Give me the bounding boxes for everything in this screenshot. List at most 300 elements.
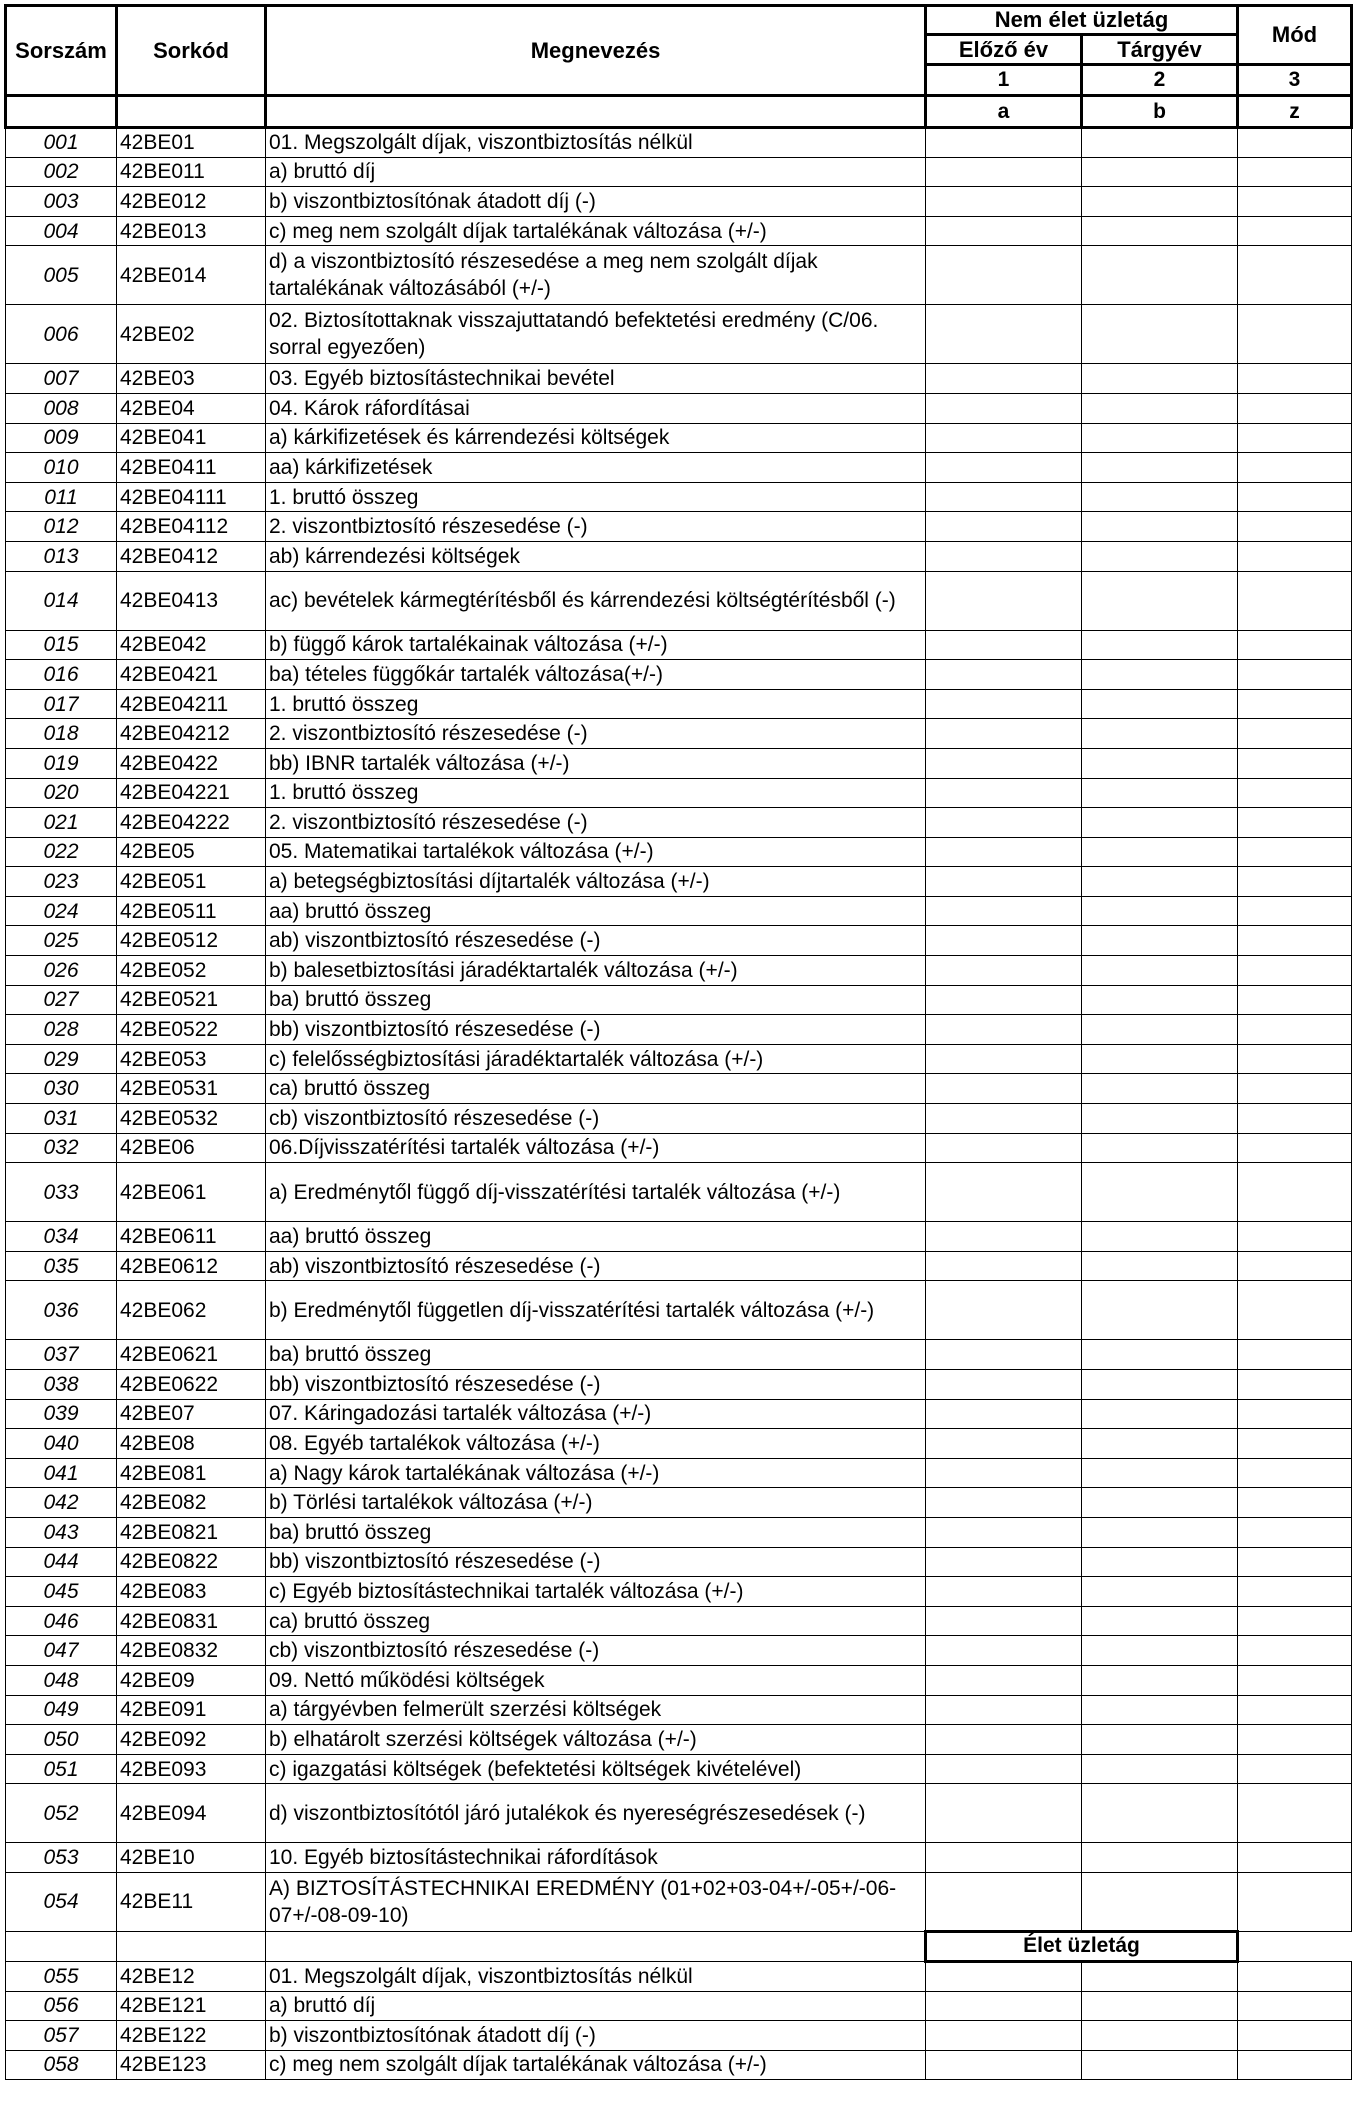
value-cell-targyev[interactable] [1082,423,1238,453]
row-code: 42BE0522 [117,1015,266,1045]
row-number: 027 [6,985,117,1015]
value-cell-elozo-ev[interactable] [926,1163,1082,1222]
value-cell-elozo-ev[interactable] [926,187,1082,217]
value-cell-targyev[interactable] [1082,1843,1238,1873]
value-cell-mod[interactable] [1238,305,1352,364]
row-code: 42BE093 [117,1754,266,1784]
value-cell-elozo-ev[interactable] [926,2050,1082,2080]
value-cell-mod[interactable] [1238,867,1352,897]
row-code: 42BE0831 [117,1606,266,1636]
table-row [6,482,1352,512]
col-header-sorkod: Sorkód [117,6,266,96]
value-cell-targyev[interactable] [1082,1754,1238,1784]
value-cell-elozo-ev[interactable] [926,216,1082,246]
row-code: 42BE041 [117,423,266,453]
row-description: 04. Károk ráfordításai [266,393,926,423]
value-cell-targyev[interactable] [1082,1636,1238,1666]
row-description: aa) bruttó összeg [266,1222,926,1252]
col-number-3: 3 [1238,65,1352,96]
row-code: 42BE083 [117,1577,266,1607]
table-row [6,512,1352,542]
value-cell-targyev[interactable] [1082,1488,1238,1518]
value-cell-targyev[interactable] [1082,1695,1238,1725]
table-row [6,1370,1352,1400]
row-number: 050 [6,1725,117,1755]
value-cell-elozo-ev[interactable] [926,1015,1082,1045]
col-header-targyev: Tárgyév [1082,35,1238,65]
value-cell-targyev[interactable] [1082,1370,1238,1400]
value-cell-targyev[interactable] [1082,1725,1238,1755]
value-cell-mod[interactable] [1238,1074,1352,1104]
value-cell-mod[interactable] [1238,896,1352,926]
value-cell-mod[interactable] [1238,1251,1352,1281]
value-cell-elozo-ev[interactable] [926,1754,1082,1784]
value-cell-targyev[interactable] [1082,1517,1238,1547]
value-cell-mod[interactable] [1238,1429,1352,1459]
row-number: 045 [6,1577,117,1607]
col-number-1: 1 [926,65,1082,96]
row-code: 42BE04211 [117,689,266,719]
value-cell-targyev[interactable] [1082,393,1238,423]
row-code: 42BE052 [117,956,266,986]
value-cell-targyev[interactable] [1082,1133,1238,1163]
value-cell-elozo-ev[interactable] [926,1872,1082,1931]
value-cell-mod[interactable] [1238,1133,1352,1163]
table-row [6,2021,1352,2051]
value-cell-targyev[interactable] [1082,541,1238,571]
value-cell-elozo-ev[interactable] [926,1725,1082,1755]
value-cell-mod[interactable] [1238,808,1352,838]
value-cell-mod[interactable] [1238,1695,1352,1725]
table-row [6,1754,1352,1784]
value-cell-mod[interactable] [1238,1754,1352,1784]
value-cell-targyev[interactable] [1082,1606,1238,1636]
value-cell-elozo-ev[interactable] [926,571,1082,630]
value-cell-mod[interactable] [1238,956,1352,986]
value-cell-targyev[interactable] [1082,896,1238,926]
value-cell-elozo-ev[interactable] [926,985,1082,1015]
row-code: 42BE0412 [117,541,266,571]
table-row [6,719,1352,749]
value-cell-elozo-ev[interactable] [926,689,1082,719]
value-cell-targyev[interactable] [1082,512,1238,542]
value-cell-targyev[interactable] [1082,660,1238,690]
row-code: 42BE014 [117,246,266,305]
value-cell-elozo-ev[interactable] [926,453,1082,483]
value-cell-targyev[interactable] [1082,305,1238,364]
row-number: 023 [6,867,117,897]
table-row [6,2050,1352,2080]
row-code: 42BE082 [117,1488,266,1518]
section-separator [6,1931,1352,1961]
value-cell-targyev[interactable] [1082,453,1238,483]
col-header-sorszam: Sorszám [6,6,117,96]
value-cell-targyev[interactable] [1082,1163,1238,1222]
value-cell-mod[interactable] [1238,748,1352,778]
row-number: 021 [6,808,117,838]
row-description: 10. Egyéb biztosítástechnikai ráfordítások [266,1843,926,1873]
row-description: 07. Káringadozási tartalék változása (+/-) [266,1399,926,1429]
row-number: 038 [6,1370,117,1400]
value-cell-elozo-ev[interactable] [926,1044,1082,1074]
table-row [6,778,1352,808]
row-code: 42BE0511 [117,896,266,926]
row-code: 42BE123 [117,2050,266,2080]
value-cell-mod[interactable] [1238,1577,1352,1607]
row-code: 42BE04212 [117,719,266,749]
row-number: 053 [6,1843,117,1873]
row-description: bb) viszontbiztosító részesedése (-) [266,1547,926,1577]
value-cell-targyev[interactable] [1082,926,1238,956]
value-cell-mod[interactable] [1238,1665,1352,1695]
value-cell-elozo-ev[interactable] [926,541,1082,571]
table-row [6,1488,1352,1518]
row-number: 013 [6,541,117,571]
value-cell-targyev[interactable] [1082,689,1238,719]
row-description: cb) viszontbiztosító részesedése (-) [266,1636,926,1666]
value-cell-mod[interactable] [1238,1725,1352,1755]
row-number: 007 [6,364,117,394]
value-cell-elozo-ev[interactable] [926,512,1082,542]
value-cell-targyev[interactable] [1082,482,1238,512]
value-cell-targyev[interactable] [1082,808,1238,838]
value-cell-elozo-ev[interactable] [926,1843,1082,1873]
value-cell-mod[interactable] [1238,1488,1352,1518]
row-code: 42BE013 [117,216,266,246]
value-cell-targyev[interactable] [1082,1251,1238,1281]
value-cell-elozo-ev[interactable] [926,1222,1082,1252]
value-cell-targyev[interactable] [1082,187,1238,217]
col-header-mod: Mód [1238,6,1352,65]
value-cell-elozo-ev[interactable] [926,364,1082,394]
value-cell-elozo-ev[interactable] [926,1636,1082,1666]
value-cell-targyev[interactable] [1082,778,1238,808]
row-description: 03. Egyéb biztosítástechnikai bevétel [266,364,926,394]
value-cell-mod[interactable] [1238,689,1352,719]
row-number: 041 [6,1458,117,1488]
row-description: b) Törlési tartalékok változása (+/-) [266,1488,926,1518]
table-row [6,423,1352,453]
value-cell-mod[interactable] [1238,1281,1352,1340]
separator-cell [1238,1931,1352,1961]
value-cell-targyev[interactable] [1082,719,1238,749]
value-cell-mod[interactable] [1238,778,1352,808]
value-cell-mod[interactable] [1238,1784,1352,1843]
value-cell-mod[interactable] [1238,660,1352,690]
table-row [6,1044,1352,1074]
value-cell-mod[interactable] [1238,1961,1352,1991]
row-description: a) Nagy károk tartalékának változása (+/-) [266,1458,926,1488]
value-cell-targyev[interactable] [1082,1577,1238,1607]
row-description: a) bruttó díj [266,157,926,187]
value-cell-mod[interactable] [1238,630,1352,660]
value-cell-mod[interactable] [1238,157,1352,187]
value-cell-elozo-ev[interactable] [926,1399,1082,1429]
row-number: 044 [6,1547,117,1577]
row-description: ba) bruttó összeg [266,1517,926,1547]
value-cell-targyev[interactable] [1082,867,1238,897]
row-description: bb) viszontbiztosító részesedése (-) [266,1015,926,1045]
row-code: 42BE08 [117,1429,266,1459]
separator-cell [6,1931,117,1961]
row-description: 06.Díjvisszatérítési tartalék változása (+/-) [266,1133,926,1163]
report-sheet [4,4,1353,2080]
table-row [6,956,1352,986]
row-number: 035 [6,1251,117,1281]
value-cell-mod[interactable] [1238,1399,1352,1429]
row-description: bb) viszontbiztosító részesedése (-) [266,1370,926,1400]
value-cell-mod[interactable] [1238,1222,1352,1252]
row-code: 42BE0832 [117,1636,266,1666]
value-cell-targyev[interactable] [1082,128,1238,158]
value-cell-targyev[interactable] [1082,2050,1238,2080]
value-cell-elozo-ev[interactable] [926,630,1082,660]
table-row [6,1281,1352,1340]
table-row [6,1251,1352,1281]
value-cell-elozo-ev[interactable] [926,1961,1082,1991]
value-cell-targyev[interactable] [1082,1547,1238,1577]
value-cell-mod[interactable] [1238,364,1352,394]
value-cell-targyev[interactable] [1082,748,1238,778]
table-row [6,1074,1352,1104]
row-code: 42BE0421 [117,660,266,690]
table-row [6,305,1352,364]
table-row [6,1872,1352,1931]
value-cell-mod[interactable] [1238,2050,1352,2080]
value-cell-elozo-ev[interactable] [926,423,1082,453]
table-row [6,1784,1352,1843]
table-row [6,926,1352,956]
table-row [6,1843,1352,1873]
value-cell-elozo-ev[interactable] [926,660,1082,690]
table-row [6,1015,1352,1045]
value-cell-elozo-ev[interactable] [926,1577,1082,1607]
table-row [6,808,1352,838]
value-cell-targyev[interactable] [1082,1222,1238,1252]
table-row [6,216,1352,246]
value-cell-mod[interactable] [1238,1163,1352,1222]
value-cell-elozo-ev[interactable] [926,1281,1082,1340]
value-cell-elozo-ev[interactable] [926,1251,1082,1281]
value-cell-mod[interactable] [1238,453,1352,483]
value-cell-targyev[interactable] [1082,2021,1238,2051]
value-cell-elozo-ev[interactable] [926,1665,1082,1695]
value-cell-elozo-ev[interactable] [926,246,1082,305]
value-cell-mod[interactable] [1238,128,1352,158]
row-code: 42BE0611 [117,1222,266,1252]
value-cell-elozo-ev[interactable] [926,1488,1082,1518]
row-description: 2. viszontbiztosító részesedése (-) [266,808,926,838]
value-cell-mod[interactable] [1238,1370,1352,1400]
value-cell-targyev[interactable] [1082,1340,1238,1370]
table-row [6,187,1352,217]
value-cell-mod[interactable] [1238,1517,1352,1547]
value-cell-elozo-ev[interactable] [926,1370,1082,1400]
value-cell-mod[interactable] [1238,541,1352,571]
value-cell-elozo-ev[interactable] [926,1784,1082,1843]
value-cell-mod[interactable] [1238,2021,1352,2051]
row-number: 002 [6,157,117,187]
value-cell-elozo-ev[interactable] [926,748,1082,778]
value-cell-elozo-ev[interactable] [926,808,1082,838]
value-cell-targyev[interactable] [1082,630,1238,660]
col-number-2: 2 [1082,65,1238,96]
value-cell-elozo-ev[interactable] [926,1104,1082,1134]
row-number: 003 [6,187,117,217]
value-cell-mod[interactable] [1238,1547,1352,1577]
value-cell-targyev[interactable] [1082,1991,1238,2021]
row-description: 1. bruttó összeg [266,689,926,719]
table-row [6,541,1352,571]
value-cell-elozo-ev[interactable] [926,2021,1082,2051]
report-table [4,4,1353,2080]
value-cell-mod[interactable] [1238,423,1352,453]
value-cell-elozo-ev[interactable] [926,719,1082,749]
value-cell-elozo-ev[interactable] [926,896,1082,926]
value-cell-targyev[interactable] [1082,1872,1238,1931]
value-cell-mod[interactable] [1238,512,1352,542]
value-cell-mod[interactable] [1238,1991,1352,2021]
value-cell-elozo-ev[interactable] [926,1340,1082,1370]
row-number: 034 [6,1222,117,1252]
value-cell-elozo-ev[interactable] [926,1547,1082,1577]
value-cell-targyev[interactable] [1082,985,1238,1015]
row-code: 42BE04 [117,393,266,423]
value-cell-elozo-ev[interactable] [926,1695,1082,1725]
value-cell-mod[interactable] [1238,719,1352,749]
value-cell-elozo-ev[interactable] [926,1606,1082,1636]
value-cell-mod[interactable] [1238,837,1352,867]
row-code: 42BE0411 [117,453,266,483]
row-code: 42BE0532 [117,1104,266,1134]
table-row [6,630,1352,660]
value-cell-elozo-ev[interactable] [926,1517,1082,1547]
value-cell-elozo-ev[interactable] [926,1074,1082,1104]
value-cell-targyev[interactable] [1082,1281,1238,1340]
value-cell-targyev[interactable] [1082,1015,1238,1045]
col-header-elozo-ev: Előző év [926,35,1082,65]
row-code: 42BE051 [117,867,266,897]
value-cell-mod[interactable] [1238,187,1352,217]
value-cell-targyev[interactable] [1082,364,1238,394]
row-number: 049 [6,1695,117,1725]
value-cell-mod[interactable] [1238,246,1352,305]
value-cell-targyev[interactable] [1082,1044,1238,1074]
value-cell-mod[interactable] [1238,216,1352,246]
row-code: 42BE0822 [117,1547,266,1577]
row-description: 1. bruttó összeg [266,778,926,808]
table-row [6,1517,1352,1547]
row-code: 42BE09 [117,1665,266,1695]
table-row [6,1340,1352,1370]
value-cell-targyev[interactable] [1082,1429,1238,1459]
value-cell-elozo-ev[interactable] [926,1991,1082,2021]
value-cell-elozo-ev[interactable] [926,1458,1082,1488]
group-header-elet: Élet üzletág [926,1931,1238,1961]
row-code: 42BE07 [117,1399,266,1429]
value-cell-mod[interactable] [1238,1636,1352,1666]
value-cell-targyev[interactable] [1082,956,1238,986]
row-number: 020 [6,778,117,808]
row-description: 09. Nettó működési költségek [266,1665,926,1695]
value-cell-targyev[interactable] [1082,1961,1238,1991]
row-description: ba) bruttó összeg [266,985,926,1015]
table-row [6,1695,1352,1725]
value-cell-mod[interactable] [1238,1606,1352,1636]
value-cell-elozo-ev[interactable] [926,867,1082,897]
value-cell-mod[interactable] [1238,985,1352,1015]
row-number: 030 [6,1074,117,1104]
row-number: 006 [6,305,117,364]
row-description: ca) bruttó összeg [266,1606,926,1636]
value-cell-targyev[interactable] [1082,246,1238,305]
row-code: 42BE011 [117,157,266,187]
value-cell-mod[interactable] [1238,1340,1352,1370]
value-cell-elozo-ev[interactable] [926,1429,1082,1459]
row-code: 42BE10 [117,1843,266,1873]
value-cell-elozo-ev[interactable] [926,482,1082,512]
row-number: 036 [6,1281,117,1340]
value-cell-mod[interactable] [1238,1104,1352,1134]
header-spacer [266,96,926,128]
row-description: ac) bevételek kármegtérítésből és kárrendezési költségtérítésből (-) [266,571,926,630]
value-cell-elozo-ev[interactable] [926,157,1082,187]
value-cell-targyev[interactable] [1082,216,1238,246]
row-code: 42BE121 [117,1991,266,2021]
value-cell-elozo-ev[interactable] [926,393,1082,423]
row-code: 42BE02 [117,305,266,364]
value-cell-targyev[interactable] [1082,1665,1238,1695]
row-number: 043 [6,1517,117,1547]
value-cell-targyev[interactable] [1082,837,1238,867]
value-cell-mod[interactable] [1238,926,1352,956]
value-cell-elozo-ev[interactable] [926,128,1082,158]
table-row [6,364,1352,394]
value-cell-elozo-ev[interactable] [926,305,1082,364]
value-cell-mod[interactable] [1238,1015,1352,1045]
value-cell-elozo-ev[interactable] [926,956,1082,986]
value-cell-targyev[interactable] [1082,1458,1238,1488]
value-cell-elozo-ev[interactable] [926,926,1082,956]
value-cell-targyev[interactable] [1082,157,1238,187]
value-cell-elozo-ev[interactable] [926,778,1082,808]
value-cell-targyev[interactable] [1082,1074,1238,1104]
row-description: 01. Megszolgált díjak, viszontbiztosítás nélkül [266,1961,926,1991]
value-cell-mod[interactable] [1238,1872,1352,1931]
row-number: 042 [6,1488,117,1518]
value-cell-elozo-ev[interactable] [926,1133,1082,1163]
value-cell-targyev[interactable] [1082,1784,1238,1843]
value-cell-mod[interactable] [1238,571,1352,630]
value-cell-targyev[interactable] [1082,571,1238,630]
row-number: 056 [6,1991,117,2021]
row-code: 42BE04111 [117,482,266,512]
value-cell-mod[interactable] [1238,1044,1352,1074]
value-cell-targyev[interactable] [1082,1104,1238,1134]
value-cell-mod[interactable] [1238,482,1352,512]
row-description: d) a viszontbiztosító részesedése a meg nem szolgált díjak tartalékának változásából (+/-) [266,246,926,305]
row-description: 1. bruttó összeg [266,482,926,512]
value-cell-mod[interactable] [1238,1843,1352,1873]
value-cell-targyev[interactable] [1082,1399,1238,1429]
row-description: a) kárkifizetések és kárrendezési költségek [266,423,926,453]
table-row [6,128,1352,158]
row-number: 054 [6,1872,117,1931]
value-cell-mod[interactable] [1238,393,1352,423]
row-code: 42BE094 [117,1784,266,1843]
value-cell-elozo-ev[interactable] [926,837,1082,867]
value-cell-mod[interactable] [1238,1458,1352,1488]
